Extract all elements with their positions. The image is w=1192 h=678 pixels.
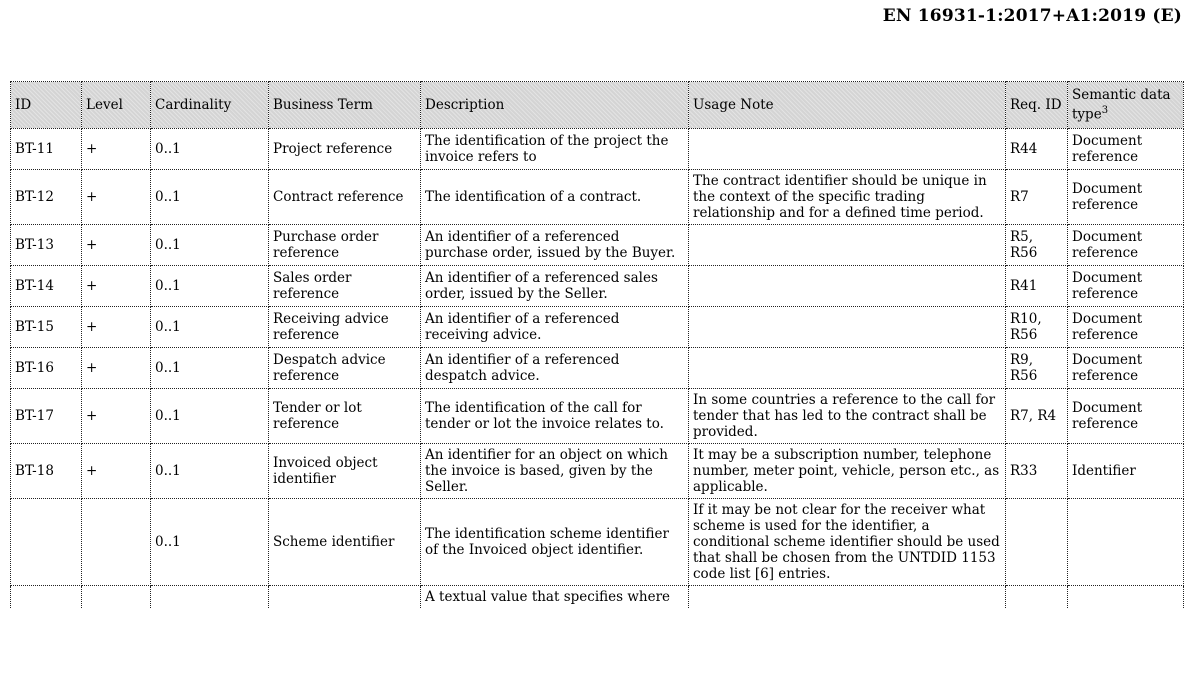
cell-req-id: R44 [1006,129,1068,170]
cell-level: + [82,348,151,389]
standard-header: EN 16931-1:2017+A1:2019 (E) [882,6,1182,26]
cell-semantic-type: Document reference [1068,348,1184,389]
cell-semantic-type: Identifier [1068,444,1184,499]
cell-id: BT-14 [11,266,82,307]
cell-cardinality: 0..1 [151,170,269,225]
col-header-req-id: Req. ID [1006,82,1068,129]
cell-description: An identifier of a referenced despatch advice. [421,348,689,389]
table-row [11,389,1184,444]
cell-level: + [82,129,151,170]
cell-usage-note: It may be a subscription number, telephone number, meter point, vehicle, person etc., as applicable. [689,444,1006,499]
cell-semantic-type: Document reference [1068,389,1184,444]
cell-business-term: Contract reference [269,170,421,225]
cell-req-id [1006,499,1068,586]
cell-cardinality: 0..1 [151,129,269,170]
col-header-description: Description [421,82,689,129]
col-header-level: Level [82,82,151,129]
cell-description: The identification of a contract. [421,170,689,225]
cell-req-id: R5, R56 [1006,225,1068,266]
cell-usage-note: If it may be not clear for the receiver what scheme is used for the identifier, a conditional scheme identifier should be used that shall be chosen from the UNTDID 1153 code list [6] entries. [689,499,1006,586]
table-header-row [11,82,1184,129]
cell-cardinality: 0..1 [151,307,269,348]
cell-usage-note: In some countries a reference to the call for tender that has led to the contract shall be provided. [689,389,1006,444]
cell-description: The identification of the project the invoice refers to [421,129,689,170]
cell-req-id: R7, R4 [1006,389,1068,444]
business-terms-table-container [10,81,1183,608]
cell-id [11,499,82,586]
table-row [11,499,1184,586]
table-row [11,225,1184,266]
business-terms-table [10,81,1184,608]
cell-cardinality: 0..1 [151,444,269,499]
cell-id: BT-11 [11,129,82,170]
cell-level: + [82,444,151,499]
cell-business-term: Scheme identifier [269,499,421,586]
cell-req-id: R10, R56 [1006,307,1068,348]
semantic-type-label: Semantic data type [1072,87,1171,123]
cell-semantic-type: Document reference [1068,225,1184,266]
cell-usage-note [689,266,1006,307]
cell-usage-note [689,307,1006,348]
cell-business-term: Invoiced object identifier [269,444,421,499]
cell-business-term: Project reference [269,129,421,170]
cell-usage-note [689,129,1006,170]
cell-cardinality: 0..1 [151,225,269,266]
cell-semantic-type: Document reference [1068,170,1184,225]
cell-business-term: Tender or lot reference [269,389,421,444]
cell-usage-note: The contract identifier should be unique in the context of the specific trading relationship and for a defined time period. [689,170,1006,225]
col-header-business-term: Business Term [269,82,421,129]
cell-semantic-type [1068,499,1184,586]
cell-usage-note [689,225,1006,266]
table-row [11,444,1184,499]
cell-description: An identifier for an object on which the invoice is based, given by the Seller. [421,444,689,499]
cell-cardinality: 0..1 [151,348,269,389]
table-row [11,348,1184,389]
col-header-id: ID [11,82,82,129]
cell-req-id: R41 [1006,266,1068,307]
cell-usage-note [689,348,1006,389]
cell-id: BT-13 [11,225,82,266]
cell-id: BT-15 [11,307,82,348]
cell-level: + [82,307,151,348]
cell-id: BT-18 [11,444,82,499]
cell-id: BT-12 [11,170,82,225]
cell-semantic-type: Document reference [1068,129,1184,170]
footnote-marker: 3 [1101,105,1109,117]
cell-level: + [82,266,151,307]
col-header-cardinality: Cardinality [151,82,269,129]
cell-req-id: R7 [1006,170,1068,225]
cell-cardinality: 0..1 [151,389,269,444]
cell-cardinality: 0..1 [151,499,269,586]
cell-cardinality: 0..1 [151,266,269,307]
table-row [11,266,1184,307]
cell-level [82,499,151,586]
table-row-partial [11,586,1184,609]
cell-description: An identifier of a referenced sales order, issued by the Seller. [421,266,689,307]
cell-description: The identification scheme identifier of the Invoiced object identifier. [421,499,689,586]
cell-id: BT-17 [11,389,82,444]
cell-description: An identifier of a referenced receiving advice. [421,307,689,348]
cell-description: An identifier of a referenced purchase order, issued by the Buyer. [421,225,689,266]
table-row [11,170,1184,225]
cell-req-id: R33 [1006,444,1068,499]
cell-description: The identification of the call for tender or lot the invoice relates to. [421,389,689,444]
cell-level: + [82,225,151,266]
cell-business-term: Receiving advice reference [269,307,421,348]
cell-business-term: Sales order reference [269,266,421,307]
cell-level: + [82,170,151,225]
col-header-usage-note: Usage Note [689,82,1006,129]
table-row [11,129,1184,170]
cell-description [421,586,689,609]
table-row [11,307,1184,348]
cell-id: BT-16 [11,348,82,389]
cell-req-id: R9, R56 [1006,348,1068,389]
cell-business-term: Despatch advice reference [269,348,421,389]
cut-off-text: A textual value that specifies where [425,589,671,605]
cell-business-term: Purchase order reference [269,225,421,266]
col-header-semantic-type [1068,82,1184,129]
cell-level: + [82,389,151,444]
cell-semantic-type: Document reference [1068,266,1184,307]
cell-semantic-type: Document reference [1068,307,1184,348]
